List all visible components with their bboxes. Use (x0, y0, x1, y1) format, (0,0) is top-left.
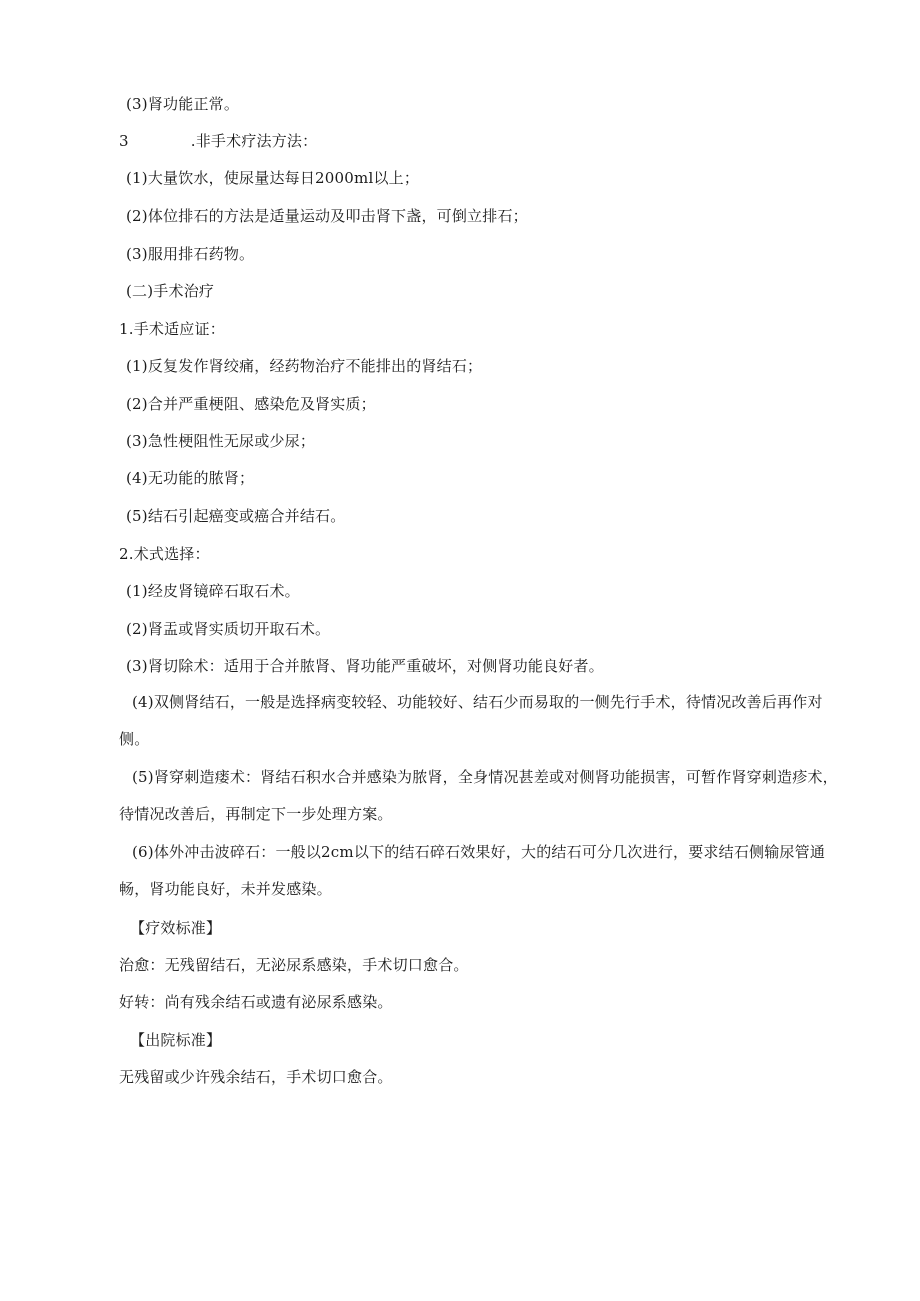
surgery-choice-item-5: (5)肾穿刺造瘘术：肾结石积水合并感染为脓肾，全身情况甚差或对侧肾功能损害，可暂作肾穿刺造疹术，待情况改善后，再制定下一步处理方案。 (119, 768, 838, 823)
criteria-cured: 治愈：无残留结石，无泌尿系感染，手术切口愈合。 (119, 956, 469, 974)
surgery-choice-item-6: (6)体外冲击波碎石：一般以2cm以下的结石碎石效果好，大的结石可分几次进行，要求结石侧输尿管通畅，肾功能良好，未并发感染。 (119, 843, 826, 898)
indication-item-4: (4)无功能的脓肾； (126, 469, 255, 487)
surgery-choice-item-1: (1)经皮肾镜碎石取石术。 (126, 582, 300, 600)
subheading-surgical-indications: 1.手术适应证： (119, 320, 225, 338)
section-heading-non-surgical (119, 131, 317, 151)
indication-item-5: (5)结石引起癌变或癌合并结石。 (126, 507, 346, 525)
paragraph-kidney-function-normal: (3)肾功能正常。 (126, 95, 240, 113)
section-title: .非手术疗法方法： (190, 132, 318, 150)
surgery-choice-item-3: (3)肾切除术：适用于合并脓肾、肾功能严重破坏，对侧肾功能良好者。 (126, 657, 604, 675)
surgery-choice-item-4: (4)双侧肾结石，一般是选择病变较轻、功能较好、结石少而易取的一侧先行手术，待情况改善后再作对侧。 (119, 693, 823, 748)
section-number: 3 (119, 132, 129, 150)
heading-discharge-criteria: 【出院标准】 (130, 1031, 222, 1049)
surgery-choice-item-2: (2)肾盂或肾实质切开取石术。 (126, 620, 331, 638)
paragraph-stone-medication: (3)服用排石药物。 (126, 245, 255, 263)
paragraph-positional-stone-removal: (2)体位排石的方法是适量运动及叩击肾下盏，可倒立排石； (126, 207, 528, 225)
criteria-improved: 好转：尚有残余结石或遗有泌尿系感染。 (119, 993, 393, 1011)
indication-item-1: (1)反复发作肾绞痛，经药物治疗不能排出的肾结石； (126, 357, 483, 375)
paragraph-drink-water: (1)大量饮水，使尿量达每日2000ml以上； (126, 169, 420, 187)
discharge-criteria-text: 无残留或少许残余结石，手术切口愈合。 (119, 1068, 393, 1086)
indication-item-3: (3)急性梗阻性无尿或少尿； (126, 432, 316, 450)
heading-efficacy-criteria: 【疗效标准】 (130, 919, 222, 937)
indication-item-2: (2)合并严重梗阻、感染危及肾实质； (126, 395, 376, 413)
section-heading-surgical-treatment: (二)手术治疗 (126, 282, 215, 300)
subheading-surgery-choice: 2.术式选择： (119, 545, 210, 563)
